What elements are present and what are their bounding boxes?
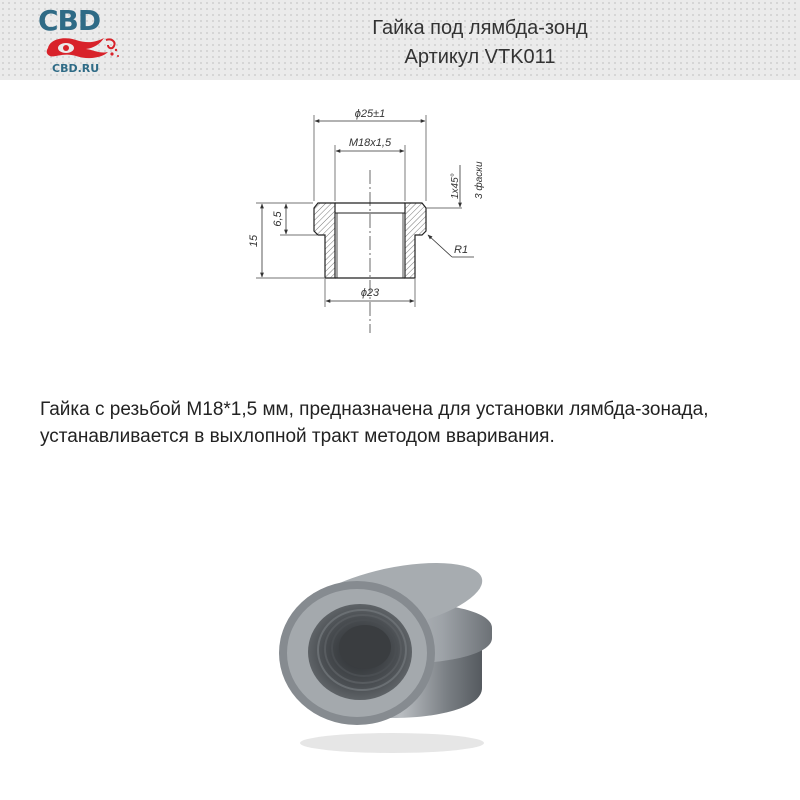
product-photo	[262, 538, 502, 758]
brand-logo[interactable]	[36, 4, 126, 78]
title-block	[250, 14, 710, 72]
article-number: Артикул VTK011	[404, 46, 556, 68]
dim-chamfer: 1x45°	[450, 173, 461, 199]
section-left	[314, 203, 335, 278]
dim-chamfer-note: 3 фаски	[474, 161, 485, 199]
dim-thread: M18x1,5	[348, 137, 392, 149]
dim-lower-diameter: ϕ23	[360, 287, 380, 299]
header-bar	[0, 0, 800, 80]
logo-wordmark: CBD	[38, 4, 101, 37]
logo-lizard-icon	[42, 34, 122, 62]
dim-outer-diameter: ϕ25±1	[354, 108, 386, 120]
section-right	[405, 203, 426, 278]
dim-radius: R1	[454, 244, 469, 256]
dim-height-total: 15	[248, 234, 260, 248]
product-description: Гайка с резьбой M18*1,5 мм, предназначена для установки лямбда-зонада, устанавливается в выхлопной тракт методом вваривания.	[40, 399, 709, 447]
logo-site-url: CBD.RU	[52, 62, 100, 75]
technical-drawing	[230, 95, 510, 345]
dim-height-collar: 6,5	[272, 211, 284, 227]
page-title: Гайка под лямбда-зонд	[372, 17, 588, 39]
